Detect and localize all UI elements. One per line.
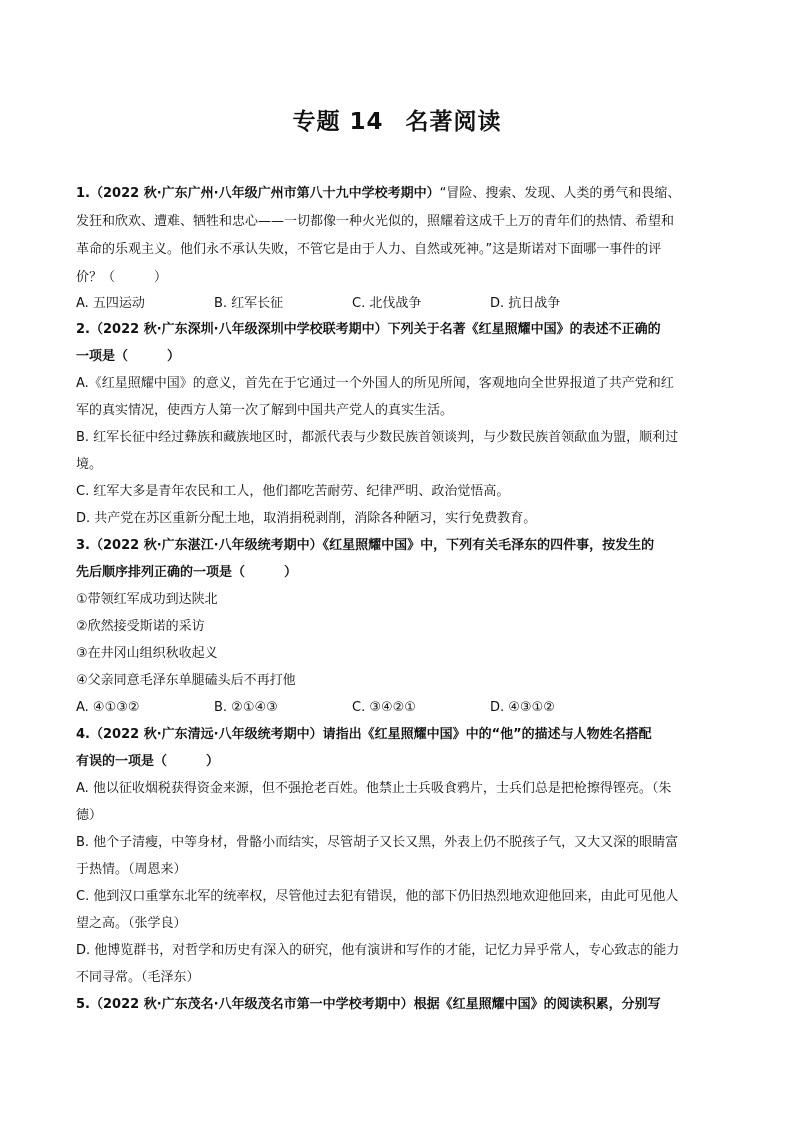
question-4-option-a-2: 德） [76,808,103,823]
question-number: 3. [76,538,90,553]
question-4-option-b-1: B. 他个子清瘦，中等身材，骨骼小而结实，尽管胡子又长又黑，外表上仍不脱孩子气，又大又深的眼睛富 [76,835,679,850]
question-2-line-2: 一项是（ ） [76,349,181,364]
question-3-line-2: 先后顺序排列正确的一项是（ ） [76,565,298,580]
question-1-line-2: 发狂和欣欢、遭难、牺牲和忠心——一切都像一种火光似的，照耀着这成千上万的青年们的热情、希望和 [76,214,675,229]
question-source: （2022 秋·广东湛江·八年级统考期中） [89,538,323,553]
question-5-line-1 [76,996,661,1014]
question-2-option-b-2: 境。 [76,457,103,472]
question-3-event-2: ②欣然接受斯诺的采访 [76,619,205,634]
question-number: 5. [76,997,90,1012]
question-2-option-a-2: 军的真实情况，使西方人第一次了解到中国共产党人的真实生活。 [76,403,454,418]
question-number: 2. [76,322,90,337]
question-stem: 下列关于名著《红星照耀中国》的表述不正确的 [387,322,661,337]
question-stem: “冒险、搜索、发现、人类的勇气和畏缩、 [439,186,681,201]
question-3-option-c: C. ③④②① [352,700,416,715]
question-2-option-b-1: B. 红军长征中经过彝族和藏族地区时，都派代表与少数民族首领谈判，与少数民族首领歃血为盟，顺利过 [76,430,679,445]
question-4-option-c-1: C. 他到汉口重掌东北军的统率权，尽管他过去犯有错误，他的部下仍旧热烈地欢迎他回来，由此可见他人 [76,889,679,904]
question-stem: 请指出《红星照耀中国》中的“他”的描述与人物姓名搭配 [322,727,652,742]
question-4-line-2: 有误的一项是（ ） [76,754,220,769]
question-2-option-d: D. 共产党在苏区重新分配土地，取消捐税剥削，消除各种陋习，实行免费教育。 [76,511,537,526]
question-3-event-4: ④父亲同意毛泽东单腿磕头后不再打他 [76,673,296,688]
question-2-option-a-1: A.《红星照耀中国》的意义，首先在于它通过一个外国人的所见所闻，客观地向全世界报道了共产党和红 [76,376,674,391]
question-3-option-d: D. ④③①② [490,700,555,715]
question-2-line-1 [76,321,661,339]
question-source: （2022 秋·广东广州·八年级广州市第八十九中学校考期中） [89,186,440,201]
question-4-option-d-2: 不同寻常。（毛泽东） [76,970,200,985]
question-stem: 《红星照耀中国》中，下列有关毛泽东的四件事，按发生的 [322,538,655,553]
question-4-line-1 [76,726,652,744]
question-stem: 根据《红星照耀中国》的阅读积累，分别写 [413,997,661,1012]
question-4-option-c-2: 望之高。（张学良） [76,916,187,931]
title-part2: 名著阅读 [405,109,502,135]
page-title [0,103,794,136]
question-1-line-3: 革命的乐观主义。他们永不承认失败，不管它是由于人力、自然或死神。”这是斯诺对下面哪一事件的评 [76,242,662,257]
question-3-event-1: ①带领红军成功到达陕北 [76,592,218,607]
question-source: （2022 秋·广东清远·八年级统考期中） [89,727,323,742]
question-1-line-1 [76,185,680,203]
question-4-option-a-1: A. 他以征收烟税获得资金来源，但不强抢老百姓。他禁止士兵吸食鸦片，士兵们总是把枪擦得铿亮。（朱 [76,781,672,796]
question-1-option-a: A. 五四运动 [76,296,145,311]
question-4-option-b-2: 于热情。（周恩来） [76,862,187,877]
question-3-event-3: ③在井冈山组织秋收起义 [76,646,218,661]
question-number: 4. [76,727,90,742]
question-3-option-b: B. ②①④③ [214,700,278,715]
title-part1: 专题 14 [292,109,384,135]
question-1-option-c: C. 北伐战争 [352,296,422,311]
question-1-line-4: 价？（ ） [76,270,168,285]
question-1-option-d: D. 抗日战争 [490,296,561,311]
question-3-option-a: A. ④①③② [76,700,140,715]
question-4-option-d-1: D. 他博览群书，对哲学和历史有深入的研究，他有演讲和写作的才能，记忆力异乎常人，专心致志的能力 [76,943,680,958]
question-2-option-c: C. 红军大多是青年农民和工人，他们都吃苦耐劳、纪律严明、政治觉悟高。 [76,484,510,499]
question-1-option-b: B. 红军长征 [214,296,284,311]
question-number: 1. [76,186,90,201]
question-source: （2022 秋·广东茂名·八年级茂名市第一中学校考期中） [89,997,414,1012]
question-source: （2022 秋·广东深圳·八年级深圳中学校联考期中） [89,322,388,337]
question-3-line-1 [76,537,654,555]
